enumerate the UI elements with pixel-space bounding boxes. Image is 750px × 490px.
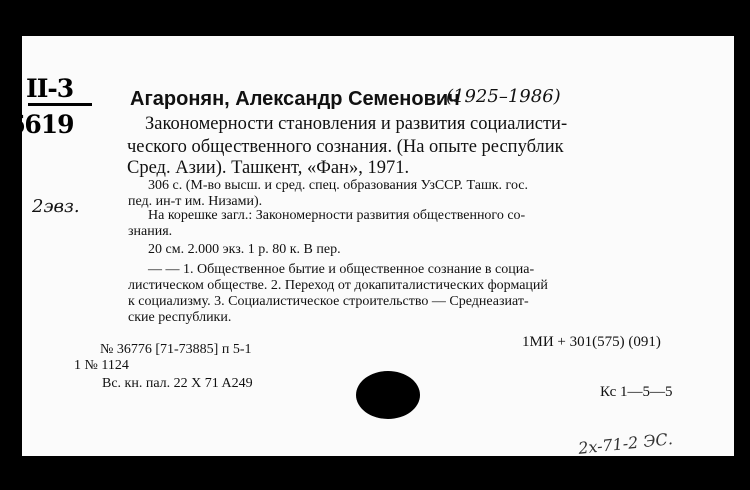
- body-line-3: На корешке загл.: Закономерности развития общественного со-: [148, 208, 526, 223]
- record-line-2: 1 № 1124: [74, 358, 129, 373]
- bottom-scribble: 2x-71-2 ЭС.: [577, 429, 674, 458]
- body-line-5: 20 см. 2.000 экз. 1 р. 80 к. В пер.: [148, 242, 341, 257]
- ks-code: Кс 1—5—5: [600, 384, 673, 400]
- body-line-8: к социализму. 3. Социалистическое строительство — Среднеазиат-: [128, 294, 529, 309]
- body-line-4: знания.: [128, 224, 173, 239]
- call-number-line2: 6619: [8, 110, 74, 139]
- body-line-7: листическом обществе. 2. Переход от докапиталистических формаций: [128, 278, 548, 293]
- catalog-card: [8, 36, 734, 458]
- record-line-3: Вс. кн. пал. 22 X 71 A249: [102, 376, 253, 391]
- body-line-2: пед. ин-т им. Низами).: [128, 194, 263, 209]
- body-line-9: ские республики.: [128, 310, 232, 325]
- margin-note: 2эвз.: [32, 196, 80, 217]
- title-line-3: Сред. Азии). Ташкент, «Фан», 1971.: [127, 158, 410, 178]
- body-line-6: — — 1. Общественное бытие и общественное сознание в социа-: [148, 262, 535, 277]
- classification: 1МИ + 301(575) (091): [522, 334, 661, 350]
- title-line-2: ческого общественного сознания. (На опыте республик: [127, 137, 564, 157]
- call-number-line1: II-3: [26, 74, 74, 103]
- punch-hole: [356, 371, 420, 419]
- record-line-1: № 36776 [71-73885] п 5-1: [100, 342, 252, 357]
- call-number-underline: [28, 103, 92, 106]
- author-years: (1925–1986): [446, 86, 561, 107]
- title-line-1: Закономерности становления и развития социалисти-: [145, 114, 568, 134]
- body-line-1: 306 с. (М-во высш. и сред. спец. образования УзССР. Ташк. гос.: [148, 178, 529, 193]
- author-heading: Агаронян, Александр Семенович: [130, 88, 460, 110]
